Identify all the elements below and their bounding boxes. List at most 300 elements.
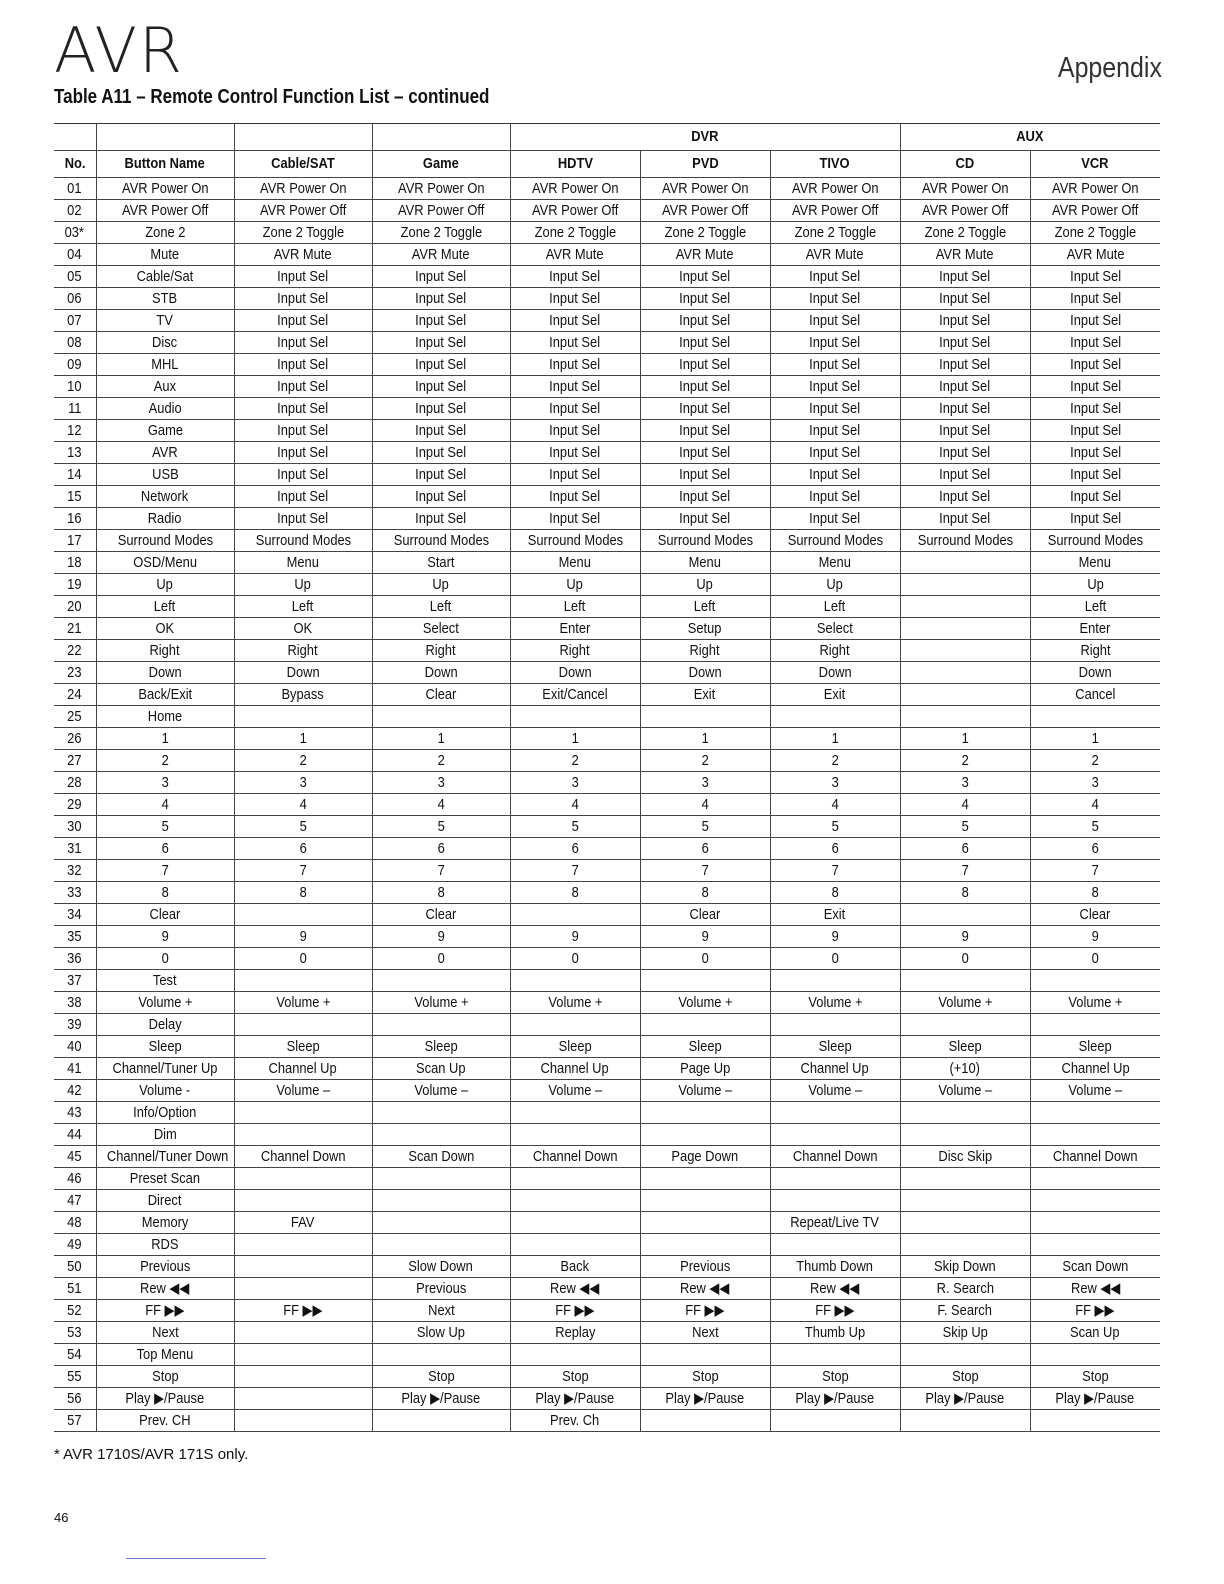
table-cell — [900, 1190, 1030, 1212]
table-cell: 0 — [372, 948, 510, 970]
table-cell: Up — [96, 574, 234, 596]
table-cell — [234, 1014, 372, 1036]
table-cell: 31 — [54, 838, 96, 860]
table-cell: 4 — [770, 794, 900, 816]
table-cell: Input Sel — [372, 376, 510, 398]
table-cell: AVR Power Off — [1030, 200, 1160, 222]
table-cell — [510, 1102, 640, 1124]
table-cell — [770, 1014, 900, 1036]
table-cell: Volume + — [770, 992, 900, 1014]
table-cell: Play ▶/Pause — [900, 1388, 1030, 1410]
table-cell: Prev. Ch — [510, 1410, 640, 1432]
table-cell: Input Sel — [1030, 288, 1160, 310]
table-cell: 55 — [54, 1366, 96, 1388]
table-cell: Info/Option — [96, 1102, 234, 1124]
table-cell: 0 — [640, 948, 770, 970]
table-cell: Preset Scan — [96, 1168, 234, 1190]
table-cell: 3 — [372, 772, 510, 794]
table-row — [54, 728, 1160, 750]
table-cell: 1 — [510, 728, 640, 750]
table-cell: Input Sel — [372, 266, 510, 288]
table-cell: Channel Down — [1030, 1146, 1160, 1168]
table-cell: Previous — [372, 1278, 510, 1300]
table-row — [54, 178, 1160, 200]
table-cell: 5 — [96, 816, 234, 838]
table-cell: 21 — [54, 618, 96, 640]
table-cell: AVR — [96, 442, 234, 464]
table-row — [54, 1322, 1160, 1344]
table-cell — [510, 1190, 640, 1212]
table-cell: Rew ◀◀ — [770, 1278, 900, 1300]
table-cell: Up — [234, 574, 372, 596]
table-cell: Stop — [1030, 1366, 1160, 1388]
table-cell: Input Sel — [234, 398, 372, 420]
table-cell: OK — [96, 618, 234, 640]
table-row — [54, 1146, 1160, 1168]
table-cell — [1030, 1102, 1160, 1124]
table-cell: 4 — [1030, 794, 1160, 816]
table-cell: 1 — [900, 728, 1030, 750]
table-cell — [900, 1410, 1030, 1432]
table-cell: Input Sel — [510, 332, 640, 354]
table-cell: Disc — [96, 332, 234, 354]
table-cell: Home — [96, 706, 234, 728]
table-row — [54, 816, 1160, 838]
table-row — [54, 508, 1160, 530]
table-cell: 20 — [54, 596, 96, 618]
table-cell: AVR Power On — [372, 178, 510, 200]
table-cell: Scan Up — [372, 1058, 510, 1080]
table-row — [54, 398, 1160, 420]
table-cell — [900, 684, 1030, 706]
table-cell — [1030, 1124, 1160, 1146]
table-cell: FF ▶▶ — [96, 1300, 234, 1322]
table-cell: Left — [1030, 596, 1160, 618]
table-cell — [372, 706, 510, 728]
table-cell: AVR Mute — [640, 244, 770, 266]
table-cell: 8 — [770, 882, 900, 904]
table-cell: 9 — [372, 926, 510, 948]
table-cell: F. Search — [900, 1300, 1030, 1322]
table-cell — [234, 970, 372, 992]
table-row — [54, 904, 1160, 926]
table-row — [54, 838, 1160, 860]
table-cell: Clear — [372, 904, 510, 926]
group-blank — [372, 124, 510, 151]
table-cell: 7 — [510, 860, 640, 882]
table-row — [54, 684, 1160, 706]
table-cell: Input Sel — [372, 420, 510, 442]
table-cell: Play ▶/Pause — [510, 1388, 640, 1410]
table-cell: Back/Exit — [96, 684, 234, 706]
remote-function-table — [54, 123, 1160, 1432]
table-cell: Input Sel — [640, 398, 770, 420]
table-cell: Down — [640, 662, 770, 684]
table-cell — [900, 970, 1030, 992]
table-cell: USB — [96, 464, 234, 486]
table-cell: Play ▶/Pause — [770, 1388, 900, 1410]
table-row — [54, 882, 1160, 904]
table-cell: 0 — [96, 948, 234, 970]
avr-logo: AVR — [54, 14, 184, 87]
table-row — [54, 1014, 1160, 1036]
table-row — [54, 1344, 1160, 1366]
table-cell: 05 — [54, 266, 96, 288]
table-cell — [640, 1014, 770, 1036]
table-cell: Right — [510, 640, 640, 662]
table-cell: Volume – — [372, 1080, 510, 1102]
table-cell: 16 — [54, 508, 96, 530]
table-cell: Skip Up — [900, 1322, 1030, 1344]
table-cell: 49 — [54, 1234, 96, 1256]
table-cell: FF ▶▶ — [640, 1300, 770, 1322]
table-cell: MHL — [96, 354, 234, 376]
table-cell: 57 — [54, 1410, 96, 1432]
table-cell: Stop — [96, 1366, 234, 1388]
table-cell: AVR Power On — [510, 178, 640, 200]
table-cell: Left — [510, 596, 640, 618]
table-cell — [234, 706, 372, 728]
table-cell: 25 — [54, 706, 96, 728]
table-cell: 33 — [54, 882, 96, 904]
table-cell: Input Sel — [1030, 508, 1160, 530]
table-cell: Skip Down — [900, 1256, 1030, 1278]
table-cell: 2 — [900, 750, 1030, 772]
table-cell: Disc Skip — [900, 1146, 1030, 1168]
table-cell — [900, 596, 1030, 618]
table-cell: Input Sel — [770, 398, 900, 420]
table-cell: Volume + — [510, 992, 640, 1014]
table-row — [54, 222, 1160, 244]
table-cell: 5 — [900, 816, 1030, 838]
group-blank — [96, 124, 234, 151]
table-cell: 4 — [640, 794, 770, 816]
table-cell: Down — [510, 662, 640, 684]
table-cell: Surround Modes — [372, 530, 510, 552]
table-cell: Input Sel — [234, 288, 372, 310]
table-cell: Sleep — [372, 1036, 510, 1058]
table-cell: 5 — [1030, 816, 1160, 838]
table-cell: 47 — [54, 1190, 96, 1212]
table-cell: 15 — [54, 486, 96, 508]
table-cell — [640, 1234, 770, 1256]
table-cell: Input Sel — [770, 354, 900, 376]
table-cell: Left — [640, 596, 770, 618]
table-cell: Left — [234, 596, 372, 618]
table-cell — [1030, 1212, 1160, 1234]
table-cell: Input Sel — [1030, 464, 1160, 486]
table-cell — [900, 706, 1030, 728]
table-row — [54, 574, 1160, 596]
table-cell: Scan Down — [372, 1146, 510, 1168]
table-cell: Play ▶/Pause — [1030, 1388, 1160, 1410]
table-cell — [510, 904, 640, 926]
table-cell: Bypass — [234, 684, 372, 706]
table-cell: Input Sel — [1030, 420, 1160, 442]
table-cell: 1 — [770, 728, 900, 750]
table-cell: Surround Modes — [96, 530, 234, 552]
table-cell: Exit/Cancel — [510, 684, 640, 706]
table-cell — [234, 1256, 372, 1278]
table-cell: Rew ◀◀ — [1030, 1278, 1160, 1300]
table-row — [54, 486, 1160, 508]
table-cell: 48 — [54, 1212, 96, 1234]
table-cell: 6 — [640, 838, 770, 860]
table-cell: Audio — [96, 398, 234, 420]
table-cell: 12 — [54, 420, 96, 442]
table-row — [54, 1410, 1160, 1432]
table-cell: 6 — [900, 838, 1030, 860]
table-cell — [372, 1212, 510, 1234]
table-cell: AVR Power Off — [770, 200, 900, 222]
table-cell — [900, 1124, 1030, 1146]
table-cell: 5 — [372, 816, 510, 838]
table-cell: Previous — [640, 1256, 770, 1278]
table-cell: Input Sel — [640, 442, 770, 464]
table-cell: Input Sel — [372, 464, 510, 486]
table-cell: Menu — [234, 552, 372, 574]
table-cell: Repeat/Live TV — [770, 1212, 900, 1234]
group-header-row — [54, 124, 1160, 151]
table-cell — [640, 1212, 770, 1234]
table-cell: Input Sel — [510, 310, 640, 332]
table-cell: 7 — [900, 860, 1030, 882]
column-header: Button Name — [96, 151, 234, 178]
table-cell — [372, 1014, 510, 1036]
table-cell: Input Sel — [770, 420, 900, 442]
table-cell — [234, 1234, 372, 1256]
table-cell: AVR Mute — [372, 244, 510, 266]
table-cell — [900, 1344, 1030, 1366]
group-blank — [234, 124, 372, 151]
table-cell: 56 — [54, 1388, 96, 1410]
table-cell: Clear — [640, 904, 770, 926]
table-cell: Setup — [640, 618, 770, 640]
footnote: * AVR 1710S/AVR 171S only. — [54, 1446, 249, 1463]
table-cell: 19 — [54, 574, 96, 596]
table-cell: 06 — [54, 288, 96, 310]
table-cell: Channel Down — [770, 1146, 900, 1168]
table-cell: STB — [96, 288, 234, 310]
table-cell: AVR Mute — [234, 244, 372, 266]
table-cell: 9 — [770, 926, 900, 948]
table-row — [54, 794, 1160, 816]
table-cell: Up — [1030, 574, 1160, 596]
table-cell: TV — [96, 310, 234, 332]
table-row — [54, 640, 1160, 662]
table-cell: RDS — [96, 1234, 234, 1256]
table-cell: Exit — [770, 904, 900, 926]
table-cell — [900, 1212, 1030, 1234]
table-cell — [640, 706, 770, 728]
table-row — [54, 288, 1160, 310]
table-cell: 2 — [234, 750, 372, 772]
table-cell: Input Sel — [900, 420, 1030, 442]
table-cell: 52 — [54, 1300, 96, 1322]
table-cell — [372, 1168, 510, 1190]
table-cell: Scan Down — [1030, 1256, 1160, 1278]
table-cell: Down — [1030, 662, 1160, 684]
table-cell: 7 — [372, 860, 510, 882]
table-cell: Input Sel — [900, 310, 1030, 332]
column-header: VCR — [1030, 151, 1160, 178]
table-row — [54, 442, 1160, 464]
table-cell: 29 — [54, 794, 96, 816]
table-cell — [640, 970, 770, 992]
table-cell: Zone 2 Toggle — [510, 222, 640, 244]
table-cell: Exit — [640, 684, 770, 706]
table-cell: Input Sel — [900, 508, 1030, 530]
table-cell: Volume – — [900, 1080, 1030, 1102]
table-cell: Input Sel — [900, 332, 1030, 354]
table-cell: Rew ◀◀ — [640, 1278, 770, 1300]
table-cell — [1030, 970, 1160, 992]
table-cell: Input Sel — [640, 354, 770, 376]
table-cell: Volume – — [1030, 1080, 1160, 1102]
table-cell: AVR Power Off — [510, 200, 640, 222]
table-cell: Input Sel — [1030, 310, 1160, 332]
table-cell: 8 — [372, 882, 510, 904]
table-cell: Zone 2 Toggle — [900, 222, 1030, 244]
table-cell: Input Sel — [640, 508, 770, 530]
table-cell: Input Sel — [234, 332, 372, 354]
table-cell: 1 — [372, 728, 510, 750]
table-cell: 3 — [770, 772, 900, 794]
table-cell: Stop — [900, 1366, 1030, 1388]
table-row — [54, 750, 1160, 772]
table-cell: R. Search — [900, 1278, 1030, 1300]
table-row — [54, 266, 1160, 288]
table-cell: Volume + — [372, 992, 510, 1014]
column-header: Game — [372, 151, 510, 178]
table-row — [54, 1366, 1160, 1388]
table-cell: 46 — [54, 1168, 96, 1190]
table-cell: 09 — [54, 354, 96, 376]
table-cell: AVR Power On — [770, 178, 900, 200]
table-cell: AVR Mute — [1030, 244, 1160, 266]
table-cell: Sleep — [96, 1036, 234, 1058]
table-cell: Stop — [372, 1366, 510, 1388]
table-cell — [372, 970, 510, 992]
table-cell: Input Sel — [372, 332, 510, 354]
table-cell: Sleep — [770, 1036, 900, 1058]
table-cell: Input Sel — [770, 376, 900, 398]
table-cell: 0 — [1030, 948, 1160, 970]
table-cell: 8 — [640, 882, 770, 904]
table-cell: Right — [640, 640, 770, 662]
table-cell: Input Sel — [640, 420, 770, 442]
table-cell: Memory — [96, 1212, 234, 1234]
table-cell: 8 — [234, 882, 372, 904]
table-row — [54, 1036, 1160, 1058]
table-cell — [234, 1190, 372, 1212]
table-cell: Volume + — [900, 992, 1030, 1014]
table-row — [54, 332, 1160, 354]
table-cell: 51 — [54, 1278, 96, 1300]
table-cell: Volume – — [510, 1080, 640, 1102]
table-cell: Input Sel — [372, 442, 510, 464]
table-cell: Direct — [96, 1190, 234, 1212]
table-cell: AVR Power Off — [372, 200, 510, 222]
table-cell: 53 — [54, 1322, 96, 1344]
table-cell: Stop — [770, 1366, 900, 1388]
table-cell: 07 — [54, 310, 96, 332]
table-cell: 8 — [900, 882, 1030, 904]
column-header: CD — [900, 151, 1030, 178]
table-cell — [900, 662, 1030, 684]
table-cell: 5 — [640, 816, 770, 838]
table-cell: Exit — [770, 684, 900, 706]
table-cell: 24 — [54, 684, 96, 706]
table-cell: Input Sel — [900, 442, 1030, 464]
table-cell: Menu — [640, 552, 770, 574]
table-cell: Volume + — [640, 992, 770, 1014]
table-cell: 9 — [234, 926, 372, 948]
table-cell: Input Sel — [510, 354, 640, 376]
table-cell — [1030, 1014, 1160, 1036]
table-cell: 0 — [234, 948, 372, 970]
table-cell — [900, 1168, 1030, 1190]
table-cell: Input Sel — [1030, 332, 1160, 354]
table-cell: Input Sel — [234, 376, 372, 398]
table-cell: AVR Power On — [96, 178, 234, 200]
table-row — [54, 1080, 1160, 1102]
table-row — [54, 926, 1160, 948]
table-cell: Input Sel — [510, 376, 640, 398]
column-header-row — [54, 151, 1160, 178]
table-cell: Sleep — [640, 1036, 770, 1058]
group-dvr: DVR — [510, 124, 900, 151]
table-cell: AVR Power On — [234, 178, 372, 200]
table-cell: Cable/Sat — [96, 266, 234, 288]
table-cell: Channel Up — [1030, 1058, 1160, 1080]
table-cell — [510, 1124, 640, 1146]
table-cell: Input Sel — [900, 486, 1030, 508]
table-cell: 2 — [96, 750, 234, 772]
table-cell: AVR Power On — [640, 178, 770, 200]
table-cell: Game — [96, 420, 234, 442]
table-cell: FF ▶▶ — [1030, 1300, 1160, 1322]
table-cell: Input Sel — [372, 398, 510, 420]
table-cell: Volume - — [96, 1080, 234, 1102]
table-cell: 10 — [54, 376, 96, 398]
table-cell: Down — [372, 662, 510, 684]
table-cell: Input Sel — [770, 486, 900, 508]
table-cell: Surround Modes — [510, 530, 640, 552]
table-cell: 9 — [900, 926, 1030, 948]
table-cell: Input Sel — [900, 398, 1030, 420]
table-cell: Channel Up — [510, 1058, 640, 1080]
table-cell: 3 — [1030, 772, 1160, 794]
table-row — [54, 1190, 1160, 1212]
table-cell: Left — [96, 596, 234, 618]
table-cell: AVR Mute — [770, 244, 900, 266]
table-cell: 02 — [54, 200, 96, 222]
table-cell — [234, 904, 372, 926]
table-cell: Input Sel — [510, 398, 640, 420]
table-cell: AVR Power Off — [96, 200, 234, 222]
table-cell: 1 — [234, 728, 372, 750]
table-cell: 5 — [510, 816, 640, 838]
table-cell: 01 — [54, 178, 96, 200]
table-cell: Input Sel — [640, 266, 770, 288]
table-cell: Input Sel — [372, 310, 510, 332]
table-cell: 1 — [640, 728, 770, 750]
table-row — [54, 970, 1160, 992]
table-cell: 50 — [54, 1256, 96, 1278]
table-cell: Sleep — [234, 1036, 372, 1058]
table-cell: Select — [372, 618, 510, 640]
